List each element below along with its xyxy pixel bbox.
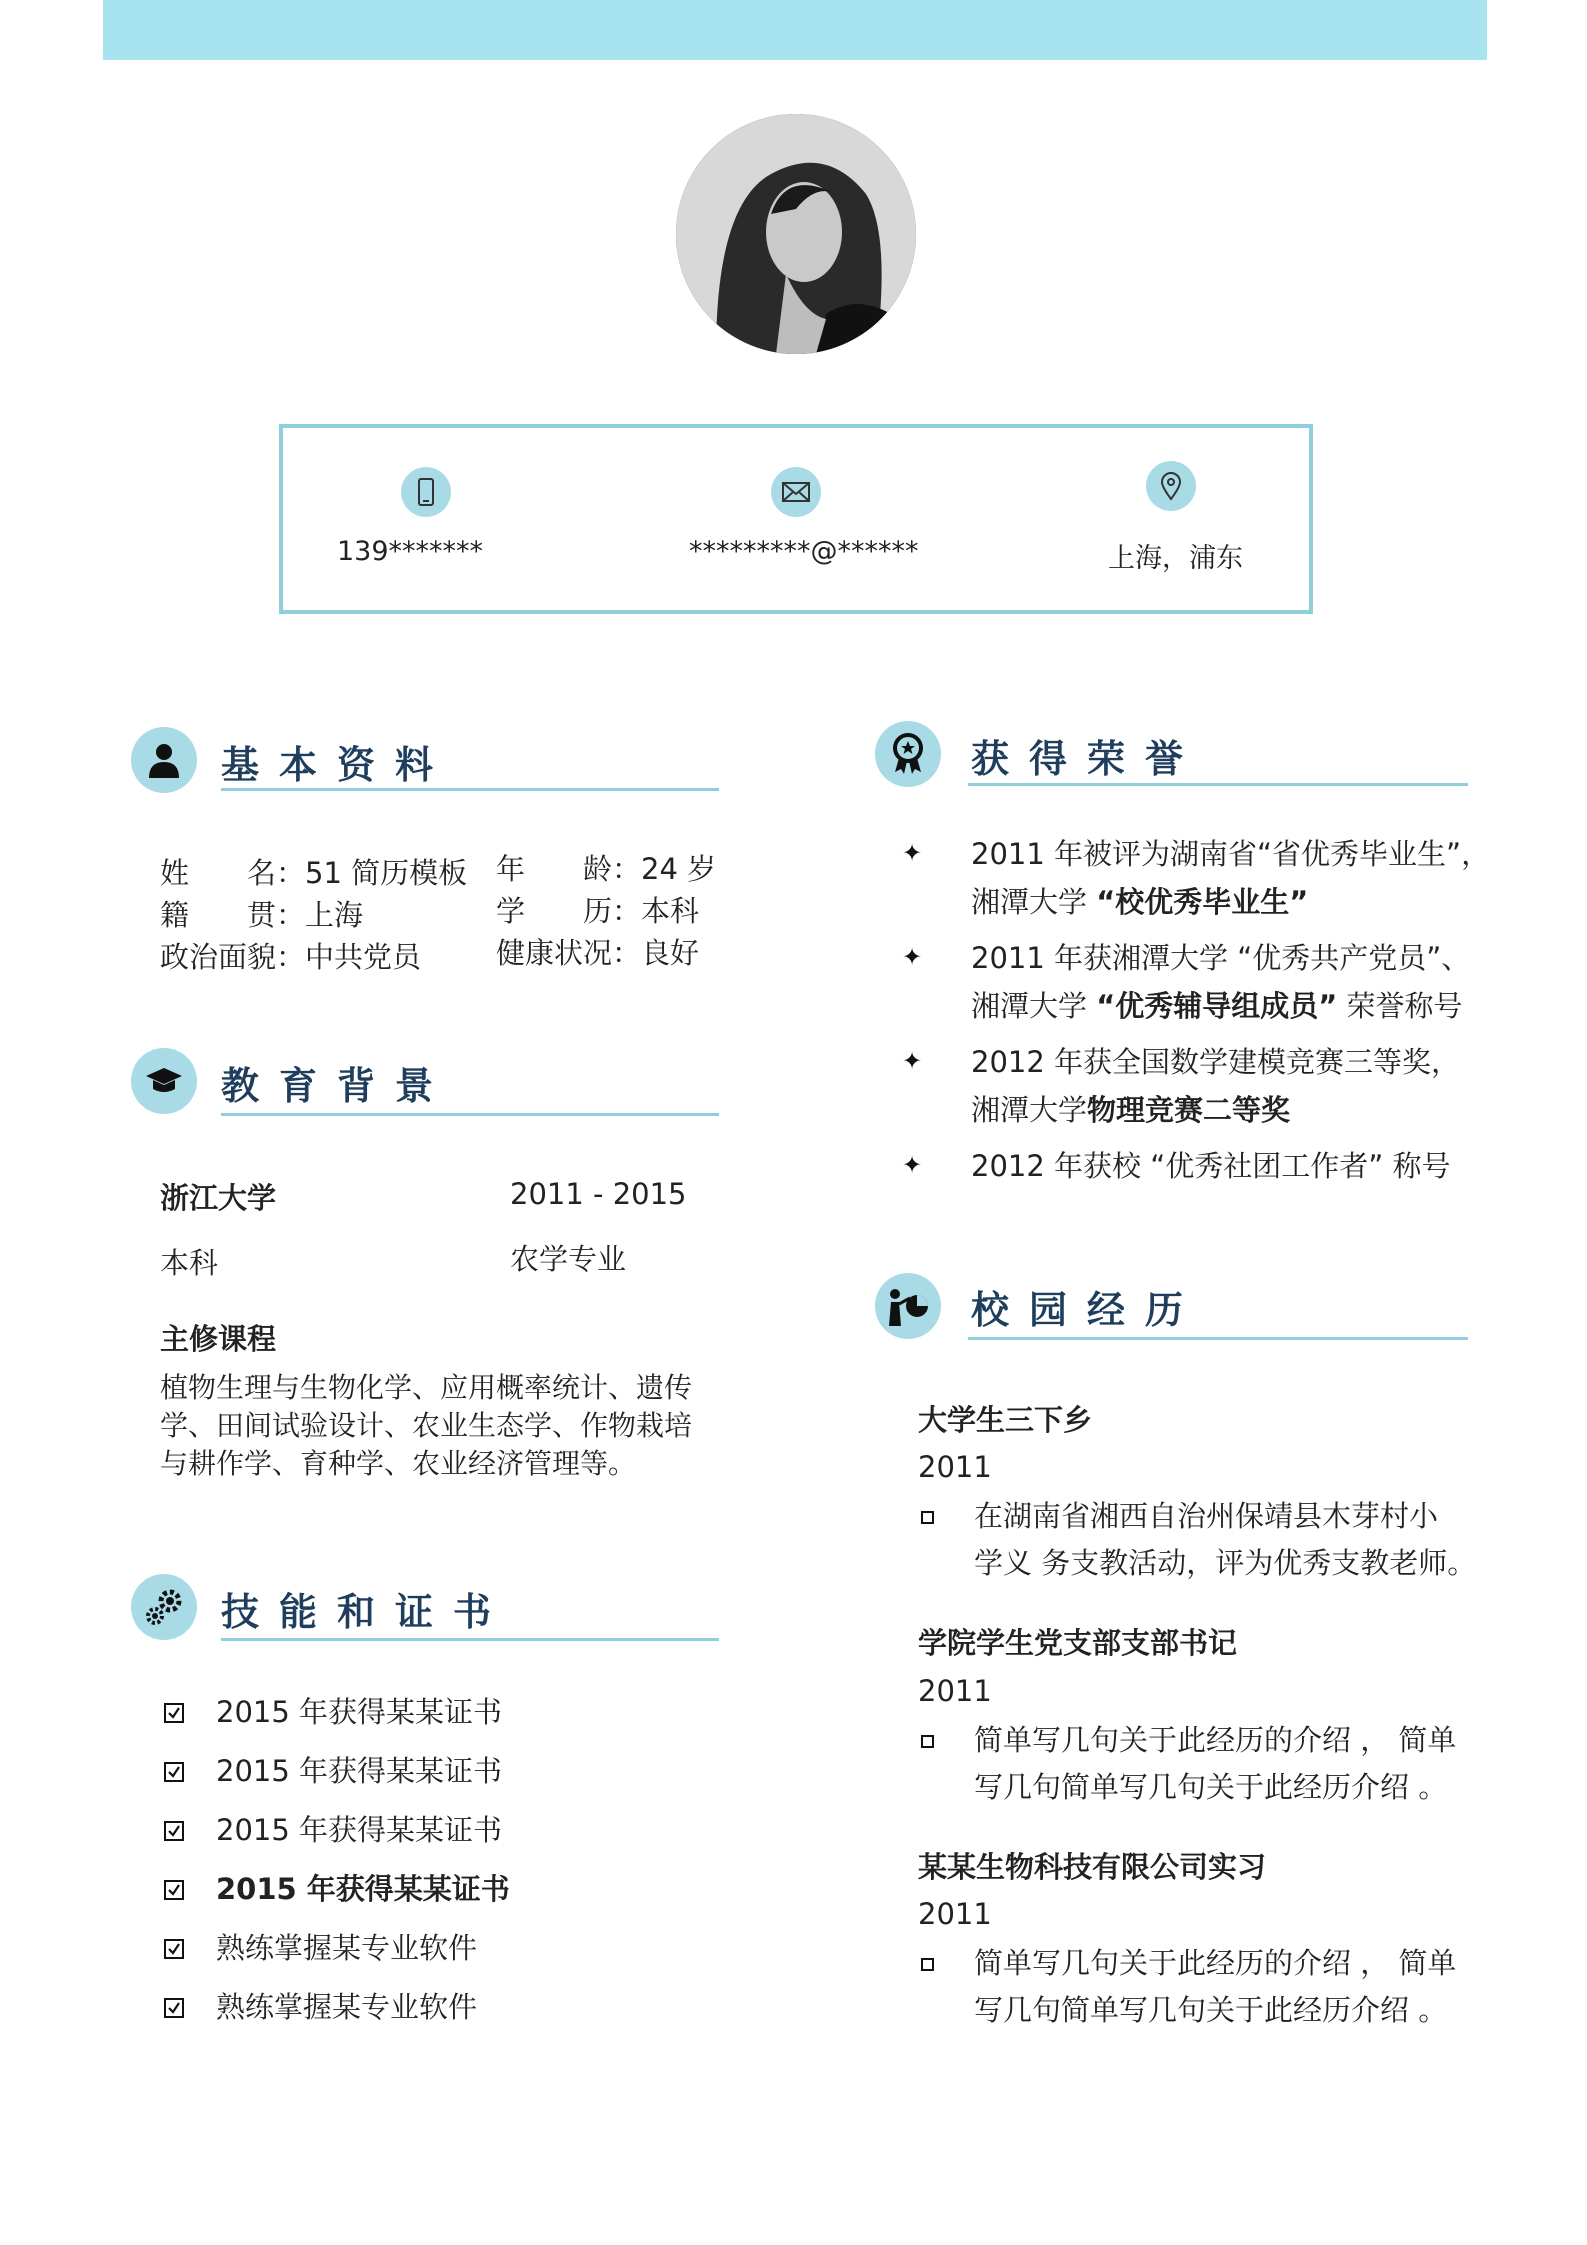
section-divider (968, 783, 1468, 786)
check-icon (164, 1703, 184, 1723)
contact-location: 上海，浦东 (1108, 543, 1243, 574)
skill-item: 2015 年获得某某证书 (216, 1813, 503, 1847)
health-label: 健康状况： (496, 936, 642, 970)
skill-item: 2015 年获得某某证书 (216, 1872, 510, 1906)
experience-desc: 简单写几句关于此经历的介绍 ， 简单 (974, 1946, 1457, 1980)
experience-desc: 简单写几句关于此经历的介绍 ， 简单 (974, 1723, 1457, 1757)
contact-phone: 139******* (337, 536, 484, 567)
square-bullet-icon (921, 1958, 934, 1971)
education-level-label: 学 历： (496, 894, 642, 928)
experience-year: 2011 (918, 1897, 992, 1931)
user-icon (131, 727, 197, 793)
health-row (496, 932, 699, 975)
degree: 本科 (160, 1246, 219, 1280)
skill-item: 熟练掌握某专业软件 (216, 1931, 478, 1965)
politics-row (160, 936, 421, 979)
experience-desc: 学义 务支教活动，评为优秀支教老师。 (974, 1546, 1477, 1580)
origin-row (160, 894, 363, 937)
star-bullet-icon: ✦ (902, 1151, 923, 1179)
award-badge-icon (875, 721, 941, 787)
section-divider (968, 1337, 1468, 1340)
contact-email: *********@****** (689, 536, 919, 567)
honor-item-continued: 湘潭大学 “校优秀毕业生” (971, 885, 1309, 919)
check-icon (164, 1998, 184, 2018)
contact-box (279, 424, 1313, 614)
section-title-campus: 校园经历 (971, 1288, 1204, 1332)
check-icon (164, 1821, 184, 1841)
phone-icon (401, 467, 451, 517)
check-icon (164, 1762, 184, 1782)
name-value: 51 简历模板 (305, 856, 468, 890)
section-divider (221, 1638, 719, 1641)
education-level-row (496, 890, 699, 933)
avatar (676, 114, 916, 354)
skill-item: 2015 年获得某某证书 (216, 1695, 503, 1729)
mail-icon (771, 467, 821, 517)
honor-item: 2011 年被评为湖南省“省优秀毕业生”， (971, 837, 1491, 871)
health-value: 良好 (641, 936, 700, 970)
honor-item-continued: 湘潭大学 “优秀辅导组成员” 荣誉称号 (971, 989, 1463, 1023)
courses-line: 与耕作学、育种学、农业经济管理等。 (160, 1447, 637, 1480)
check-icon (164, 1939, 184, 1959)
age-row (496, 848, 716, 891)
square-bullet-icon (921, 1735, 934, 1748)
politics-label: 政治面貌： (160, 940, 306, 974)
name-row (160, 852, 467, 895)
age-value: 24 岁 (641, 852, 717, 886)
skill-item: 2015 年获得某某证书 (216, 1754, 503, 1788)
experience-name: 大学生三下乡 (918, 1403, 1093, 1437)
top-banner (103, 0, 1487, 60)
section-divider (221, 788, 719, 791)
honor-item: 2012 年获校 “优秀社团工作者” 称号 (971, 1149, 1451, 1183)
star-bullet-icon: ✦ (902, 943, 923, 971)
star-bullet-icon: ✦ (902, 839, 923, 867)
gears-icon (131, 1574, 197, 1640)
check-icon (164, 1880, 184, 1900)
location-pin-icon (1146, 461, 1196, 511)
courses-title: 主修课程 (160, 1322, 277, 1356)
section-title-skills: 技能和证书 (221, 1590, 512, 1634)
square-bullet-icon (921, 1511, 934, 1524)
section-title-education: 教育背景 (221, 1064, 454, 1108)
school-name: 浙江大学 (160, 1181, 277, 1215)
courses-line: 植物生理与生物化学、应用概率统计、遗传 (160, 1371, 693, 1404)
experience-name: 学院学生党支部支部书记 (918, 1626, 1238, 1660)
skill-item: 熟练掌握某专业软件 (216, 1990, 478, 2024)
presentation-icon (875, 1273, 941, 1339)
honor-item: 2012 年获全国数学建模竞赛三等奖， (971, 1045, 1461, 1079)
section-title-honors: 获得荣誉 (971, 737, 1204, 781)
experience-name: 某某生物科技有限公司实习 (918, 1850, 1267, 1884)
politics-value: 中共党员 (305, 940, 422, 974)
experience-year: 2011 (918, 1674, 992, 1708)
origin-value: 上海 (305, 898, 364, 932)
school-years: 2011 - 2015 (510, 1177, 687, 1211)
star-bullet-icon: ✦ (902, 1047, 923, 1075)
experience-desc: 在湖南省湘西自治州保靖县木芽村小 (974, 1499, 1439, 1533)
honor-item-continued: 湘潭大学物理竞赛二等奖 (971, 1093, 1291, 1127)
name-label: 姓 名： (160, 856, 306, 890)
age-label: 年 龄： (496, 852, 642, 886)
experience-year: 2011 (918, 1450, 992, 1484)
graduation-cap-icon (131, 1048, 197, 1114)
education-level-value: 本科 (641, 894, 700, 928)
honor-item: 2011 年获湘潭大学 “优秀共产党员”、 (971, 941, 1471, 975)
experience-desc: 写几句简单写几句关于此经历介绍 。 (974, 1770, 1448, 1804)
section-divider (221, 1113, 719, 1116)
courses-line: 学、田间试验设计、农业生态学、作物栽培 (160, 1409, 693, 1442)
experience-desc: 写几句简单写几句关于此经历介绍 。 (974, 1993, 1448, 2027)
origin-label: 籍 贯： (160, 898, 306, 932)
major: 农学专业 (510, 1242, 627, 1276)
section-title-basic: 基本资料 (221, 743, 454, 787)
